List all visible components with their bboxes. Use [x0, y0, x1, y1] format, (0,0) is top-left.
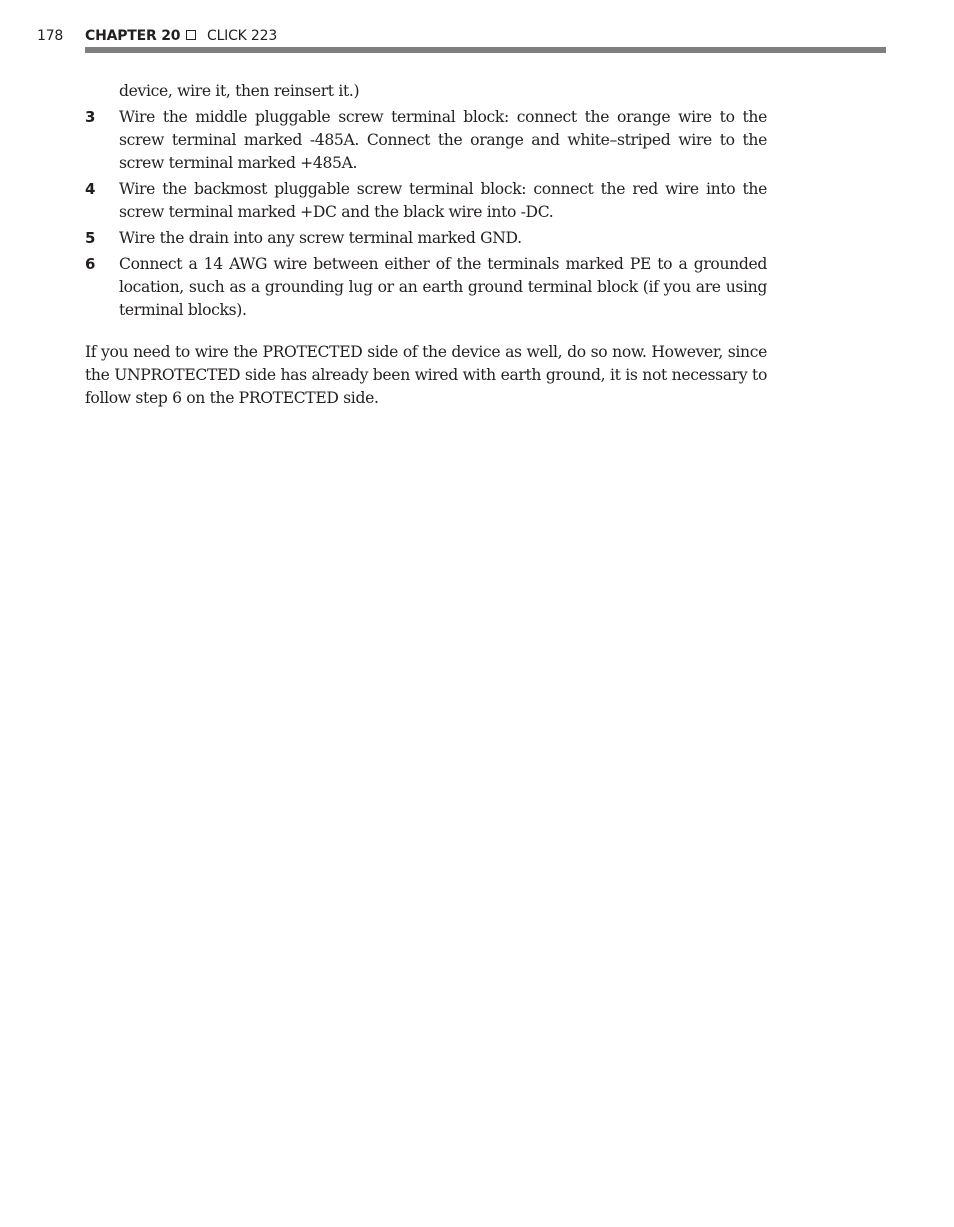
step-continuation-text: device, wire it, then reinsert it.): [119, 82, 360, 100]
step-number: 5: [85, 229, 96, 247]
step-text: Wire the middle pluggable screw terminal block: connect the orange wire to the screw terminal marked -485A. Connect the orange and white–striped wire to the screw terminal marked +485A.: [119, 108, 767, 172]
page-body: [85, 80, 767, 410]
step-text: Wire the drain into any screw terminal marked GND.: [119, 229, 522, 247]
header-rule: [85, 47, 886, 53]
box-separator-icon: [186, 30, 196, 40]
chapter-title: CLICK 223: [207, 28, 278, 44]
step-text: Connect a 14 AWG wire between either of the terminals marked PE to a grounded location, such as a grounding lug or an earth ground terminal block (if you are using terminal blocks).: [119, 255, 767, 319]
step-number: 6: [85, 255, 96, 273]
step-item-3: [85, 106, 767, 175]
step-text: Wire the backmost pluggable screw terminal block: connect the red wire into the screw terminal marked +DC and the black wire into -DC.: [119, 180, 767, 221]
chapter-label: CHAPTER 20: [85, 28, 181, 44]
closing-paragraph: If you need to wire the PROTECTED side of the device as well, do so now. However, since the UNPROTECTED side has already been wired with earth ground, it is not necessary to follow step 6 on the PROTECTED side.: [85, 343, 767, 407]
step-item-5: [85, 227, 767, 250]
step-number: 3: [85, 108, 96, 126]
running-head: [0, 26, 954, 48]
step-item-4: [85, 178, 767, 224]
page-number: 178: [37, 28, 64, 44]
step-item-6: [85, 253, 767, 322]
step-number: 4: [85, 180, 96, 198]
